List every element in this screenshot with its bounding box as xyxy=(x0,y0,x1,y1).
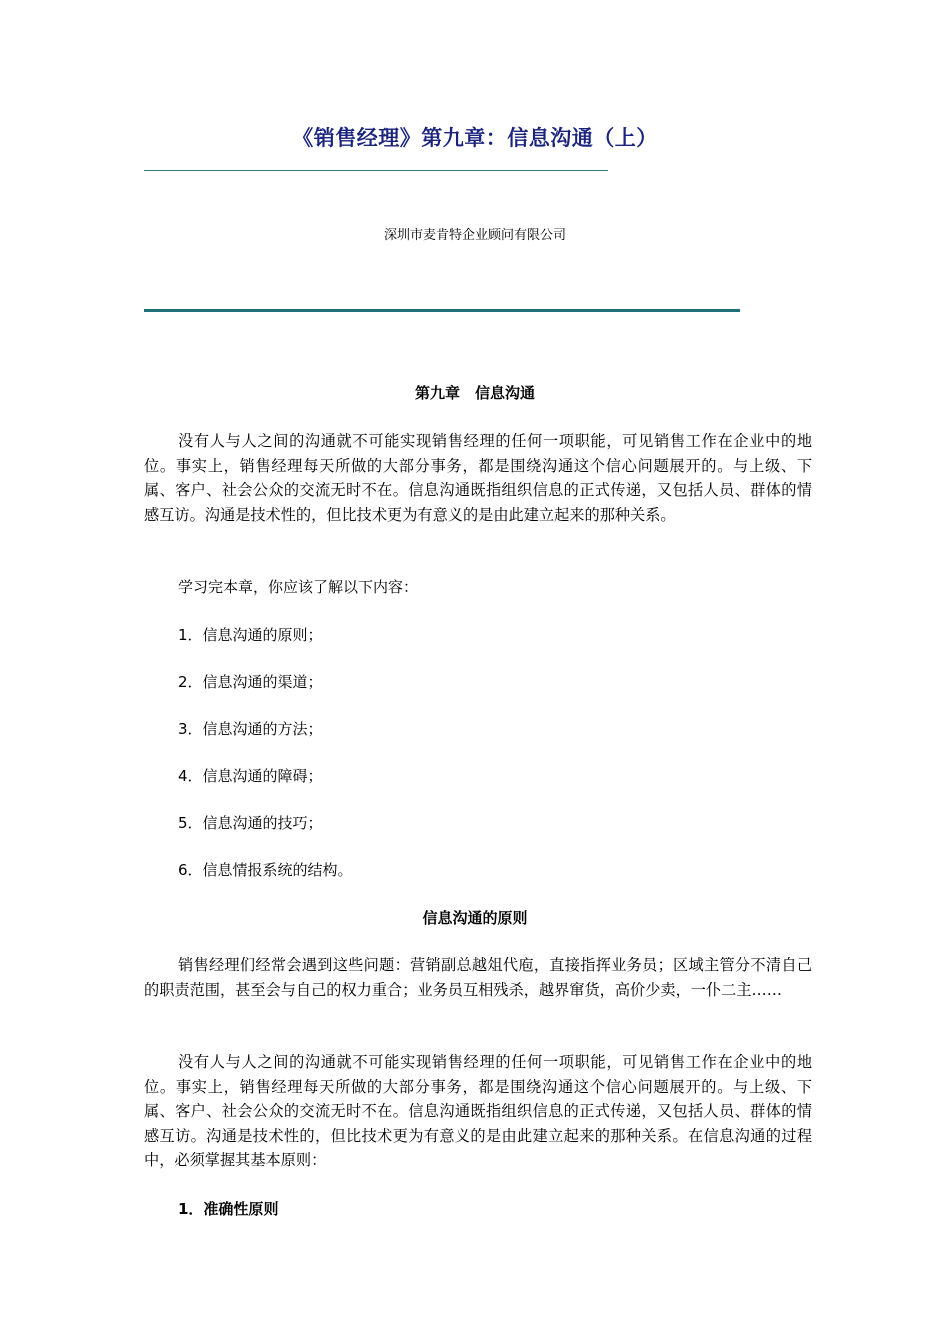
subheading-accuracy-principle: 1．准确性原则 xyxy=(178,1200,279,1218)
objective-text: 信息沟通的障碍； xyxy=(202,767,323,785)
objective-number: 5． xyxy=(178,814,203,832)
objective-number: 3． xyxy=(178,720,203,738)
objective-number: 6． xyxy=(178,861,203,879)
objective-item xyxy=(178,765,323,786)
company-name: 深圳市麦肯特企业顾问有限公司 xyxy=(383,228,566,243)
objective-item xyxy=(178,812,323,833)
principles-paragraph: 没有人与人之间的沟通就不可能实现销售经理的任何一项职能，可见销售工作在企业中的地位。事实上，销售经理每天所做的大部分事务，都是围绕沟通这个信心问题展开的。与上级、下属、客户、社会公众的交流无时不在。信息沟通既指组织信息的正式传递，又包括人员、群体的情感互访。沟通是技术性的，但比技术更为有意义的是由此建立起来的那种关系。在信息沟通的过程中，必须掌握其基本原则： xyxy=(144,1053,812,1169)
chapter-heading: 第九章 信息沟通 xyxy=(414,384,535,402)
objective-item xyxy=(178,671,323,692)
intro-paragraph: 没有人与人之间的沟通就不可能实现销售经理的任何一项职能，可见销售工作在企业中的地位。事实上，销售经理每天所做的大部分事务，都是围绕沟通这个信心问题展开的。与上级、下属、客户、社会公众的交流无时不在。信息沟通既指组织信息的正式传递，又包括人员、群体的情感互访。沟通是技术性的，但比技术更为有意义的是由此建立起来的那种关系。 xyxy=(144,432,812,524)
objective-text: 信息沟通的方法； xyxy=(202,720,323,738)
objective-number: 1． xyxy=(178,626,203,644)
header-divider xyxy=(144,309,740,312)
objective-item xyxy=(178,718,323,739)
objective-item xyxy=(178,859,353,880)
objective-text: 信息沟通的渠道； xyxy=(202,673,323,691)
objective-number: 2． xyxy=(178,673,203,691)
objective-number: 4． xyxy=(178,767,203,785)
problems-paragraph: 销售经理们经常会遇到这些问题：营销副总越俎代庖，直接指挥业务员；区域主管分不清自己的职责范围，甚至会与自己的权力重合；业务员互相残杀，越界窜货，高价少卖，一仆二主…… xyxy=(144,956,812,999)
objective-text: 信息情报系统的结构。 xyxy=(202,861,353,879)
title-divider xyxy=(144,170,608,171)
document-title: 《销售经理》第九章：信息沟通（上） xyxy=(292,126,658,150)
objective-item xyxy=(178,624,323,645)
section-heading: 信息沟通的原则 xyxy=(422,909,528,927)
objective-text: 信息沟通的原则； xyxy=(202,626,323,644)
learn-intro: 学习完本章，你应该了解以下内容： xyxy=(178,578,419,596)
objective-text: 信息沟通的技巧； xyxy=(202,814,323,832)
